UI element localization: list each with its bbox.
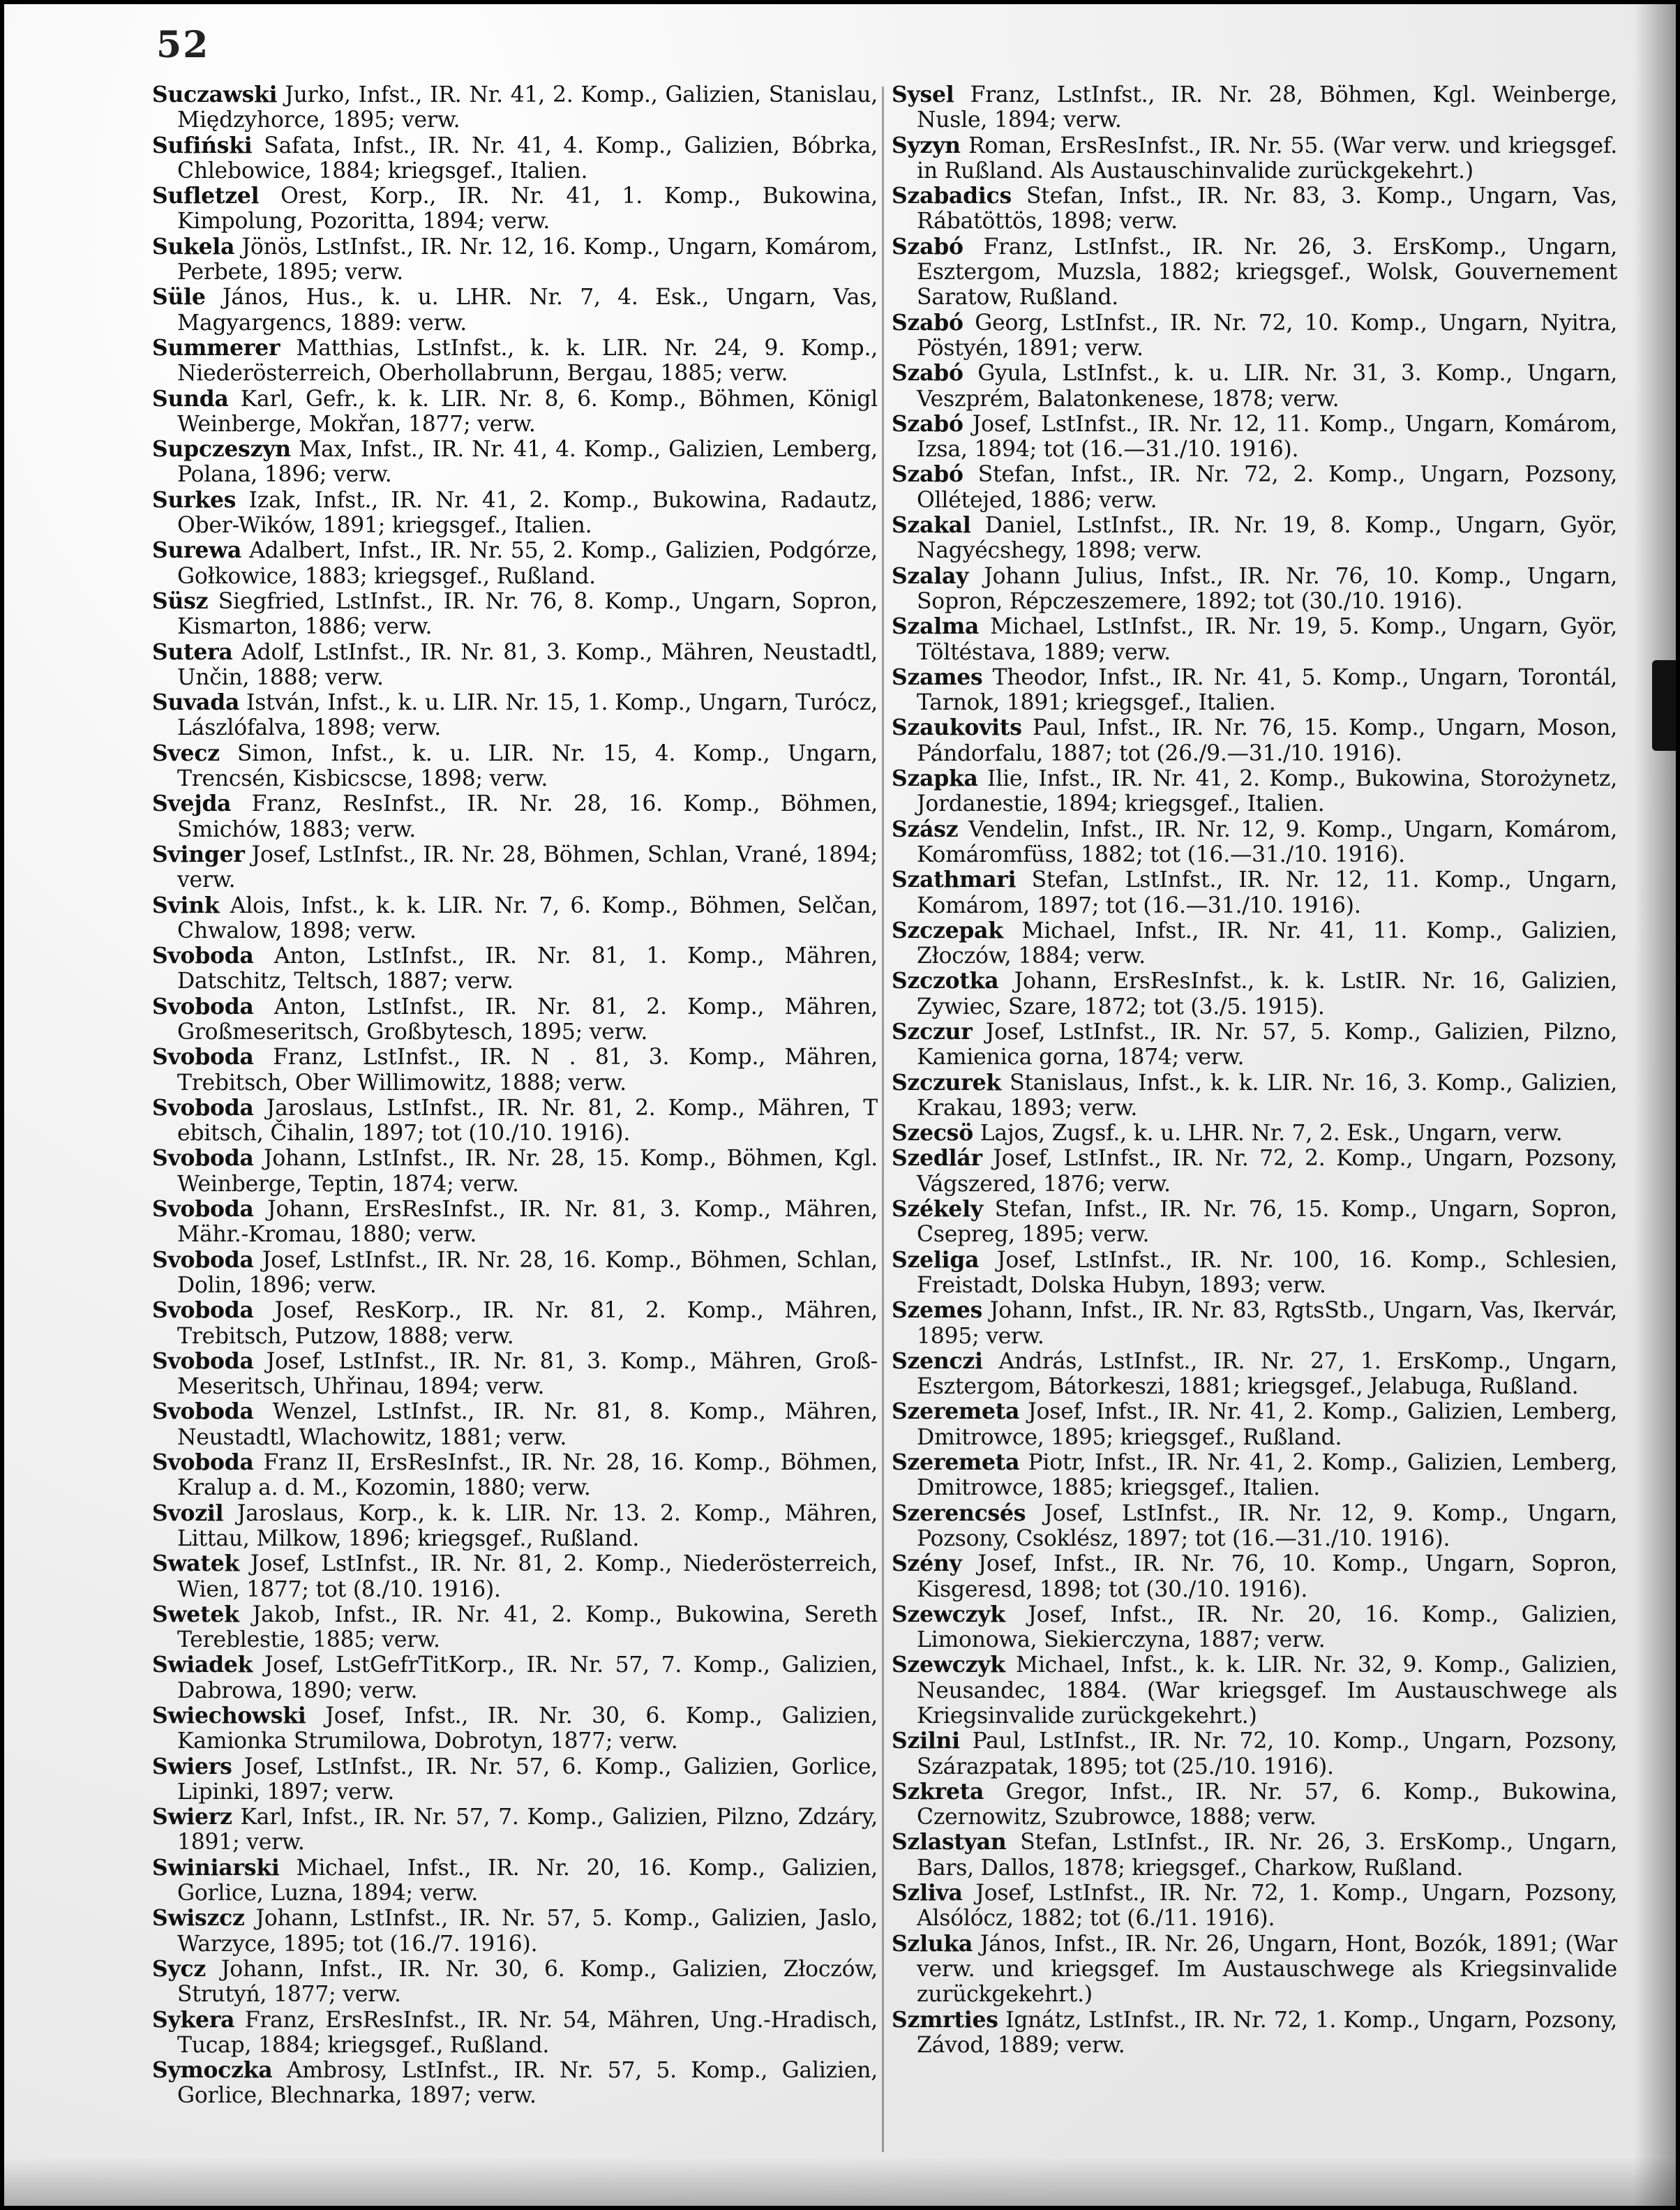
casualty-entry [152,1045,878,1096]
entry-surname: Svoboda [152,1348,254,1374]
entry-details: Siegfried, LstInfst., IR. Nr. 76, 8. Komp., Ungarn, Sopron, Kismarton, 1886; verw. [177,588,878,640]
entry-details: Alois, Infst., k. k. LIR. Nr. 7, 6. Komp., Böhmen, Selčan, Chwalow, 1898; verw. [177,893,878,943]
entry-details: Jaroslaus, LstInfst., IR. Nr. 81, 2. Komp., Mähren, T ebitsch, Čihalin, 1897; tot (10./10. 1916). [177,1095,878,1147]
entry-surname: Szapka [892,766,978,792]
casualty-entry [892,969,1617,1020]
entry-surname: Szathmari [892,867,1017,893]
casualty-entry [152,1450,878,1501]
entry-surname: Sycz [152,1956,207,1982]
entry-details: Johann, ErsResInfst., IR. Nr. 81, 3. Komp., Mähren, Mähr.-Kromau, 1880; verw. [177,1197,878,1248]
entry-surname: Szabó [892,462,963,488]
casualty-entry [152,2008,878,2059]
entry-details: Franz, LstInfst., IR. Nr. 26, 3. ErsKomp., Ungarn, Esztergom, Muzsla, 1882; kriegsgef., Wolsk, Gouvernement Saratow, Rußland. [917,234,1617,311]
entry-surname: Szczepak [892,918,1003,943]
entry-details: Johann, LstInfst., IR. Nr. 28, 15. Komp., Böhmen, Kgl. Weinberge, Teptin, 1874; verw. [177,1146,878,1197]
entry-details: István, Infst., k. u. LIR. Nr. 15, 1. Komp., Ungarn, Turócz, Lászlófalva, 1898; verw. [177,690,878,741]
casualty-entry [152,640,878,691]
entry-details: Josef, LstInfst., IR. Nr. 12, 9. Komp., Ungarn, Pozsony, Csoklész, 1897; tot (16.—31./10. 1916). [917,1500,1617,1551]
casualty-entry [892,918,1617,969]
entry-details: Orest, Korp., IR. Nr. 41, 1. Komp., Bukowina, Kimpolung, Pozoritta, 1894; verw. [177,184,878,234]
casualty-entry [152,1703,878,1754]
casualty-entry [892,564,1617,615]
entry-surname: Szliva [892,1881,963,1906]
casualty-entry [152,1957,878,2008]
entry-surname: Swierz [152,1805,232,1830]
casualty-entry [892,1501,1617,1552]
casualty-entry [152,1146,878,1197]
right-column [892,82,1617,2058]
page-edge-shadow [1634,4,1676,2206]
entry-surname: Syzyn [892,133,961,158]
entry-surname: Swiechowski [152,1703,306,1729]
entry-details: Franz, ResInfst., IR. Nr. 28, 16. Komp., Böhmen, Smichów, 1883; verw. [177,791,878,842]
entry-details: Franz, LstInfst., IR. N . 81, 3. Komp., Mähren, Trebitsch, Ober Willimowitz, 1888; verw. [177,1045,878,1096]
entry-surname: Szluka [892,1931,973,1957]
entry-surname: Szeliga [892,1247,980,1273]
entry-details: Piotr, Infst., IR. Nr. 41, 2. Komp., Galizien, Lemberg, Dmitrowce, 1885; kriegsgef., Italien. [917,1450,1617,1501]
casualty-entry [892,1881,1617,1932]
column-divider [882,87,884,2152]
casualty-entry [152,1805,878,1856]
entry-surname: Sufletzel [152,184,260,209]
casualty-entry [892,1551,1617,1602]
entry-surname: Svejda [152,791,232,817]
entry-surname: Szczotka [892,969,999,994]
page-bottom-shadow [4,2157,1676,2206]
entry-details: Paul, LstInfst., IR. Nr. 72, 10. Komp., Ungarn, Pozsony, Szárazpatak, 1895; tot (25./10. 1916). [917,1729,1618,1779]
entry-surname: Svoboda [152,1450,254,1476]
page-number: 52 [156,24,210,66]
entry-surname: Szabó [892,234,963,260]
casualty-entry [892,715,1617,766]
casualty-entry [152,1349,878,1400]
entry-details: Josef, Infst., IR. Nr. 76, 10. Komp., Ungarn, Sopron, Kisgeresd, 1898; tot (30./10. 1916). [917,1551,1618,1602]
casualty-entry [892,665,1617,716]
entry-details: Josef, Infst., IR. Nr. 20, 16. Komp., Galizien, Limonowa, Siekierczyna, 1887; verw. [917,1601,1617,1653]
entry-details: Jurko, Infst., IR. Nr. 41, 2. Komp., Galizien, Stanislau, Międzyhorce, 1895; verw. [177,82,878,133]
entry-surname: Sunda [152,386,229,412]
entry-surname: Szeremeta [892,1450,1020,1476]
entry-details: Josef, LstInfst., IR. Nr. 100, 16. Komp., Schlesien, Freistadt, Dolska Hubyn, 1893; verw. [917,1247,1617,1298]
document-page [4,4,1676,2206]
casualty-entry [892,1729,1617,1779]
entry-details: Josef, LstGefrTitKorp., IR. Nr. 57, 7. Komp., Galizien, Dabrowa, 1890; verw. [177,1652,878,1703]
entry-details: Jönös, LstInfst., IR. Nr. 12, 16. Komp., Ungarn, Komárom, Perbete, 1895; verw. [177,234,878,285]
entry-surname: Süsz [152,588,209,614]
entry-details: Anton, LstInfst., IR. Nr. 81, 1. Komp., Mähren, Datschitz, Teltsch, 1887; verw. [177,943,878,994]
casualty-entry [892,1932,1617,2008]
entry-details: Johann, LstInfst., IR. Nr. 57, 5. Komp., Galizien, Jaslo, Warzyce, 1895; tot (16./7. 1916). [177,1906,878,1957]
casualty-entry [152,1197,878,1248]
entry-surname: Sysel [892,82,954,107]
entry-details: Josef, ResKorp., IR. Nr. 81, 2. Komp., Mähren, Trebitsch, Putzow, 1888; verw. [177,1298,878,1349]
entry-surname: Suvada [152,690,240,716]
entry-surname: Szabó [892,361,963,387]
casualty-entry [152,82,878,133]
entry-surname: Symoczka [152,2058,273,2084]
casualty-entry [892,184,1617,234]
entry-surname: Szász [892,816,959,842]
casualty-entry [152,791,878,842]
entry-surname: Svoboda [152,1247,254,1273]
entry-details: Josef, LstInfst., IR. Nr. 57, 6. Komp., Galizien, Gorlice, Lipinki, 1897; verw. [177,1754,878,1805]
entry-surname: Szames [892,664,983,690]
casualty-entry [892,1830,1617,1881]
casualty-entry [152,893,878,944]
entry-details: Ilie, Infst., IR. Nr. 41, 2. Komp., Bukowina, Storożynetz, Jordanestie, 1894; kriegsgef., Italien. [917,766,1618,817]
entry-details: Safata, Infst., IR. Nr. 41, 4. Komp., Galizien, Bóbrka, Chlebowice, 1884; kriegsgef., Italien. [177,133,878,184]
left-column [152,82,878,2109]
casualty-entry [892,462,1617,513]
entry-surname: Swetek [152,1601,239,1627]
casualty-entry [892,1121,1617,1146]
entry-surname: Svoboda [152,1045,254,1070]
binding-mark [1652,660,1676,751]
entry-details: Josef, Infst., IR. Nr. 41, 2. Komp., Galizien, Lemberg, Dmitrowce, 1895; kriegsgef., Rußland. [917,1399,1617,1450]
casualty-entry [152,741,878,792]
entry-details: Michael, Infst., IR. Nr. 20, 16. Komp., Galizien, Gorlice, Luzna, 1894; verw. [177,1855,878,1906]
entry-surname: Svoboda [152,1197,254,1223]
casualty-entry [892,1146,1617,1197]
entry-details: Franz, ErsResInfst., IR. Nr. 54, Mähren, Ung.-Hradisch, Tucap, 1884; kriegsgef., Rußland. [177,2007,878,2058]
entry-surname: Szabadics [892,184,1012,209]
casualty-entry [892,1070,1617,1121]
entry-details: Stanislaus, Infst., k. k. LIR. Nr. 16, 3. Komp., Galizien, Krakau, 1893; verw. [917,1070,1618,1121]
entry-surname: Szewczyk [892,1601,1005,1627]
casualty-entry [152,488,878,539]
entry-surname: Sykera [152,2007,235,2033]
casualty-entry [152,994,878,1045]
casualty-entry [892,1652,1617,1729]
entry-details: Roman, ErsResInfst., IR. Nr. 55. (War verw. und kriegsgef. in Rußland. Als Austauschinvalide zurückgekehrt.) [917,133,1617,184]
entry-surname: Szlastyan [892,1830,1007,1856]
casualty-entry [892,361,1617,412]
casualty-entry [152,690,878,741]
entry-surname: Swiszcz [152,1906,245,1932]
casualty-entry [892,1197,1617,1248]
entry-details: Paul, Infst., IR. Nr. 76, 15. Komp., Ungarn, Moson, Pándorfalu, 1887; tot (26./9.—31./10. 1916). [917,715,1617,766]
entry-details: Simon, Infst., k. u. LIR. Nr. 15, 4. Komp., Ungarn, Trencsén, Kisbicscse, 1898; verw. [177,740,878,792]
casualty-entry [892,1779,1617,1830]
entry-details: János, Hus., k. u. LHR. Nr. 7, 4. Esk., Ungarn, Vas, Magyargencs, 1889: verw. [177,285,878,336]
entry-details: Wenzel, LstInfst., IR. Nr. 81, 8. Komp., Mähren, Neustadtl, Wlachowitz, 1881; verw. [177,1399,878,1450]
casualty-entry [892,133,1617,184]
entry-details: Josef, Infst., IR. Nr. 30, 6. Komp., Galizien, Kamionka Strumilowa, Dobrotyn, 1877; verw. [177,1703,878,1754]
casualty-entry [892,766,1617,817]
casualty-entry [892,311,1617,361]
casualty-entry [892,1020,1617,1070]
entry-surname: Székely [892,1197,983,1223]
entry-surname: Svink [152,893,220,918]
casualty-entry [152,1906,878,1957]
entry-details: Daniel, LstInfst., IR. Nr. 19, 8. Komp., Ungarn, Györ, Nagyécshegy, 1898; verw. [917,513,1617,564]
entry-details: Karl, Infst., IR. Nr. 57, 7. Komp., Galizien, Pilzno, Zdzáry, 1891; verw. [177,1805,878,1856]
casualty-entry [152,1501,878,1552]
casualty-entry [152,336,878,387]
entry-surname: Swatek [152,1551,240,1577]
casualty-entry [152,1856,878,1906]
entry-surname: Svoboda [152,1095,254,1121]
entry-surname: Swiniarski [152,1855,280,1881]
entry-surname: Szkreta [892,1779,984,1805]
entry-surname: Szalay [892,563,969,589]
entry-details: Jakob, Infst., IR. Nr. 41, 2. Komp., Bukowina, Sereth Tereblestie, 1885; verw. [177,1601,878,1653]
entry-details: Izak, Infst., IR. Nr. 41, 2. Komp., Bukowina, Radautz, Ober-Wików, 1891; kriegsgef., Italien. [177,487,878,539]
entry-details: Josef, LstInfst., IR. Nr. 81, 2. Komp., Niederösterreich, Wien, 1877; tot (8./10. 1916). [177,1551,878,1602]
entry-surname: Szecsö [892,1121,973,1147]
entry-details: Adalbert, Infst., IR. Nr. 55, 2. Komp., Galizien, Podgórze, Gołkowice, 1883; kriegsgef., Rußland. [177,538,878,589]
entry-details: Lajos, Zugsf., k. u. LHR. Nr. 7, 2. Esk., Ungarn, verw. [980,1121,1563,1147]
casualty-entry [892,1298,1617,1349]
entry-details: Ambrosy, LstInfst., IR. Nr. 57, 5. Komp., Galizien, Gorlice, Blechnarka, 1897; verw. [177,2058,878,2109]
entry-surname: Swiadek [152,1652,253,1678]
entry-details: András, LstInfst., IR. Nr. 27, 1. ErsKomp., Ungarn, Esztergom, Bátorkeszi, 1881; kriegsgef., Jelabuga, Rußland. [917,1348,1617,1400]
entry-surname: Svoboda [152,1146,254,1172]
entry-details: Stefan, Infst., IR. Nr. 76, 15. Komp., Ungarn, Sopron, Csepreg, 1895; verw. [917,1197,1618,1248]
entry-surname: Szczur [892,1019,973,1045]
entry-surname: Svoboda [152,994,254,1020]
casualty-entry [152,184,878,234]
entry-surname: Szenczi [892,1348,983,1374]
casualty-entry [152,538,878,589]
casualty-entry [892,1602,1617,1653]
entry-details: Vendelin, Infst., IR. Nr. 12, 9. Komp., Ungarn, Komárom, Komáromfüss, 1882; tot (16.—31./10. 1916). [917,816,1617,867]
entry-surname: Szczurek [892,1070,1001,1096]
entry-details: Johann, ErsResInfst., k. k. LstIR. Nr. 16, Galizien, Zywiec, Szare, 1872; tot (3./5. 1915). [917,969,1618,1020]
entry-surname: Supczeszyn [152,437,291,463]
entry-surname: Szedlár [892,1146,982,1172]
entry-surname: Szalma [892,614,980,640]
casualty-entry [152,2058,878,2109]
casualty-entry [152,1298,878,1349]
casualty-entry [892,817,1617,868]
entry-details: Johann, Infst., IR. Nr. 30, 6. Komp., Galizien, Złoczów, Strutyń, 1877; verw. [177,1956,878,2008]
entry-details: Josef, LstInfst., IR. Nr. 28, 16. Komp., Böhmen, Schlan, Dolin, 1896; verw. [177,1247,878,1298]
casualty-entry [152,589,878,640]
entry-details: Josef, LstInfst., IR. Nr. 28, Böhmen, Schlan, Vrané, 1894; verw. [177,842,878,893]
entry-surname: Szaukovits [892,715,1022,741]
entry-surname: Szabó [892,310,963,336]
entry-surname: Surkes [152,487,237,513]
entry-details: Michael, Infst., k. k. LIR. Nr. 32, 9. Komp., Galizien, Neusandec, 1884. (War kriegsgef. Im Austauschwege als Kriegsinvalide zurückgekehrt.) [917,1652,1618,1729]
entry-details: Stefan, Infst., IR. Nr. 83, 3. Komp., Ungarn, Vas, Rábatöttös, 1898; verw. [917,184,1617,234]
entry-details: Stefan, LstInfst., IR. Nr. 26, 3. ErsKomp., Ungarn, Bars, Dallos, 1878; kriegsgef., Charkow, Rußland. [917,1830,1617,1881]
entry-details: Karl, Gefr., k. k. LIR. Nr. 8, 6. Komp., Böhmen, Königl Weinberge, Mokřan, 1877; verw. [177,386,878,437]
entry-details: Josef, LstInfst., IR. Nr. 72, 2. Komp., Ungarn, Pozsony, Vágszered, 1876; verw. [917,1146,1618,1197]
entry-details: Michael, LstInfst., IR. Nr. 19, 5. Komp., Ungarn, Györ, Töltéstava, 1889; verw. [917,614,1617,665]
entry-surname: Svoboda [152,943,254,969]
casualty-entry [152,1602,878,1653]
casualty-entry [152,133,878,184]
entry-details: Adolf, LstInfst., IR. Nr. 81, 3. Komp., Mähren, Neustadtl, Unčin, 1888; verw. [177,639,878,690]
entry-details: Ignátz, LstInfst., IR. Nr. 72, 1. Komp., Ungarn, Pozsony, Závod, 1889; verw. [917,2007,1617,2058]
entry-surname: Szeremeta [892,1399,1020,1425]
casualty-entry [892,1450,1617,1501]
entry-surname: Szerencsés [892,1500,1026,1526]
entry-surname: Szakal [892,513,971,539]
casualty-entry [892,614,1617,665]
entry-surname: Surewa [152,538,242,564]
entry-surname: Szilni [892,1729,960,1754]
casualty-entry [152,1754,878,1805]
entry-details: Stefan, LstInfst., IR. Nr. 12, 11. Komp., Ungarn, Komárom, 1897; tot (16.—31./10. 1916). [917,867,1617,918]
casualty-entry [152,1652,878,1703]
entry-surname: Süle [152,285,206,311]
entry-surname: Szewczyk [892,1652,1005,1678]
entry-details: Max, Infst., IR. Nr. 41, 4. Komp., Galizien, Lemberg, Polana, 1896; verw. [177,437,878,488]
entry-surname: Svinger [152,842,245,867]
casualty-entry [152,234,878,285]
entry-details: Josef, LstInfst., IR. Nr. 72, 1. Komp., Ungarn, Pozsony, Alsólócz, 1882; tot (6./11. 1916). [917,1881,1618,1932]
entry-surname: Sutera [152,639,233,665]
entry-details: Stefan, Infst., IR. Nr. 72, 2. Komp., Ungarn, Pozsony, Ollétejed, 1886; verw. [917,462,1617,513]
entry-details: Theodor, Infst., IR. Nr. 41, 5. Komp., Ungarn, Torontál, Tarnok, 1891; kriegsgef., Italien. [917,664,1617,716]
entry-surname: Szemes [892,1298,983,1324]
casualty-entry [892,867,1617,918]
casualty-entry [152,943,878,994]
casualty-entry [152,1096,878,1147]
entry-surname: Szmrties [892,2007,998,2033]
casualty-entry [892,82,1617,133]
casualty-entry [152,437,878,488]
entry-surname: Sukela [152,234,235,260]
entry-details: Jaroslaus, Korp., k. k. LIR. Nr. 13. 2. Komp., Mähren, Littau, Milkow, 1896; kriegsgef., Rußland. [177,1500,878,1551]
entry-details: Josef, LstInfst., IR. Nr. 57, 5. Komp., Galizien, Pilzno, Kamienica gorna, 1874; verw. [917,1019,1617,1070]
casualty-entry [892,513,1617,564]
casualty-entry [892,234,1617,311]
casualty-entry [152,387,878,438]
casualty-entry [892,2008,1617,2059]
entry-details: Josef, LstInfst., IR. Nr. 81, 3. Komp., Mähren, Groß-Meseritsch, Uhřinau, 1894; verw. [177,1348,878,1400]
entry-details: Georg, LstInfst., IR. Nr. 72, 10. Komp., Ungarn, Nyitra, Pöstyén, 1891; verw. [917,310,1617,361]
casualty-entry [892,1349,1617,1400]
entry-surname: Svecz [152,740,220,766]
entry-details: Gyula, LstInfst., k. u. LIR. Nr. 31, 3. Komp., Ungarn, Veszprém, Balatonkenese, 1878; verw. [917,361,1617,412]
casualty-entry [152,285,878,336]
entry-surname: Swiers [152,1754,232,1779]
entry-details: Gregor, Infst., IR. Nr. 57, 6. Komp., Bukowina, Czernowitz, Szubrowce, 1888; verw. [917,1779,1618,1830]
casualty-entry [892,412,1617,463]
casualty-entry [152,1399,878,1450]
entry-surname: Szény [892,1551,962,1577]
casualty-entry [152,1248,878,1299]
entry-details: Michael, Infst., IR. Nr. 41, 11. Komp., Galizien, Złoczów, 1884; verw. [917,918,1617,969]
entry-details: Johann Julius, Infst., IR. Nr. 76, 10. Komp., Ungarn, Sopron, Répczeszemere, 1892; tot (30./10. 1916). [917,563,1617,614]
casualty-entry [892,1248,1617,1299]
entry-surname: Sufiński [152,133,253,158]
entry-details: Franz, LstInfst., IR. Nr. 28, Böhmen, Kgl. Weinberge, Nusle, 1894; verw. [917,82,1617,133]
casualty-entry [892,1399,1617,1450]
entry-details: János, Infst., IR. Nr. 26, Ungarn, Hont, Bozók, 1891; (War verw. und kriegsgef. Im Austauschwege als Kriegsinvalide zurückgekehrt.) [917,1931,1617,2008]
entry-surname: Svoboda [152,1298,254,1324]
entry-details: Franz II, ErsResInfst., IR. Nr. 28, 16. Komp., Böhmen, Kralup a. d. M., Kozomin, 1880; verw. [177,1450,878,1501]
entry-details: Josef, LstInfst., IR. Nr. 12, 11. Komp., Ungarn, Komárom, Izsa, 1894; tot (16.—31./10. 1916). [917,411,1618,463]
entry-details: Anton, LstInfst., IR. Nr. 81, 2. Komp., Mähren, Großmeseritsch, Großbytesch, 1895; verw. [177,994,878,1045]
entry-surname: Svoboda [152,1399,254,1425]
entry-surname: Summerer [152,335,280,361]
casualty-entry [152,1551,878,1602]
entry-details: Matthias, LstInfst., k. k. LIR. Nr. 24, 9. Komp., Niederösterreich, Oberhollabrunn, Bergau, 1885; verw. [177,335,878,387]
entry-surname: Suczawski [152,82,278,107]
entry-details: Johann, Infst., IR. Nr. 83, RgtsStb., Ungarn, Vas, Ikervár, 1895; verw. [917,1298,1617,1349]
entry-surname: Svozil [152,1500,224,1526]
entry-surname: Szabó [892,411,963,437]
casualty-entry [152,842,878,893]
